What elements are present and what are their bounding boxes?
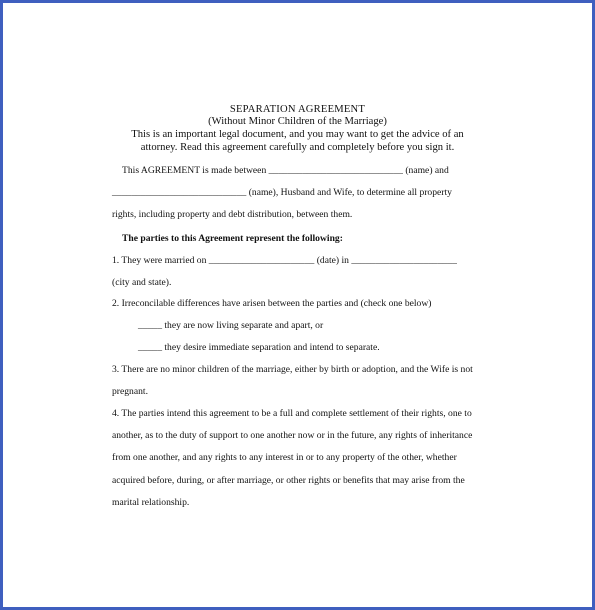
item-3-line-1: 3. There are no minor children of the marriage, either by birth or adoption, and the Wife is not bbox=[112, 364, 473, 375]
opening-line-3: rights, including property and debt distribution, between them. bbox=[112, 209, 353, 220]
document-subtitle: (Without Minor Children of the Marriage) bbox=[208, 116, 387, 127]
item-2-option-b: _____ they desire immediate separation and intend to separate. bbox=[138, 342, 380, 353]
document-title: SEPARATION AGREEMENT bbox=[229, 104, 366, 115]
item-4-line-4: acquired before, during, or after marriage, or other rights or benefits that may arise from the bbox=[112, 475, 465, 486]
item-4-line-1: 4. The parties intend this agreement to be a full and complete settlement of their rights, one to bbox=[112, 408, 472, 419]
item-2-line-1: 2. Irreconcilable differences have arisen between the parties and (check one below) bbox=[112, 298, 432, 309]
item-3-line-2: pregnant. bbox=[112, 386, 148, 397]
opening-line-1: This AGREEMENT is made between ____________________________ (name) and bbox=[122, 165, 449, 176]
parties-heading: The parties to this Agreement represent the following: bbox=[122, 233, 343, 244]
item-1-line-1: 1. They were married on ______________________ (date) in ______________________ bbox=[112, 255, 457, 266]
item-4-line-2: another, as to the duty of support to one another now or in the future, any rights of inheritance bbox=[112, 430, 473, 441]
item-4-line-5: marital relationship. bbox=[112, 497, 190, 508]
advice-line-2: attorney. Read this agreement carefully and completely before you sign it. bbox=[140, 142, 455, 153]
item-2-option-a: _____ they are now living separate and apart, or bbox=[138, 320, 324, 331]
item-4-line-3: from one another, and any rights to any interest in or to any property of the other, whether bbox=[112, 452, 457, 463]
advice-line-1: This is an important legal document, and you may want to get the advice of an bbox=[131, 129, 464, 140]
opening-line-2: ____________________________ (name), Husband and Wife, to determine all property bbox=[112, 187, 452, 198]
item-1-line-2: (city and state). bbox=[112, 277, 172, 288]
